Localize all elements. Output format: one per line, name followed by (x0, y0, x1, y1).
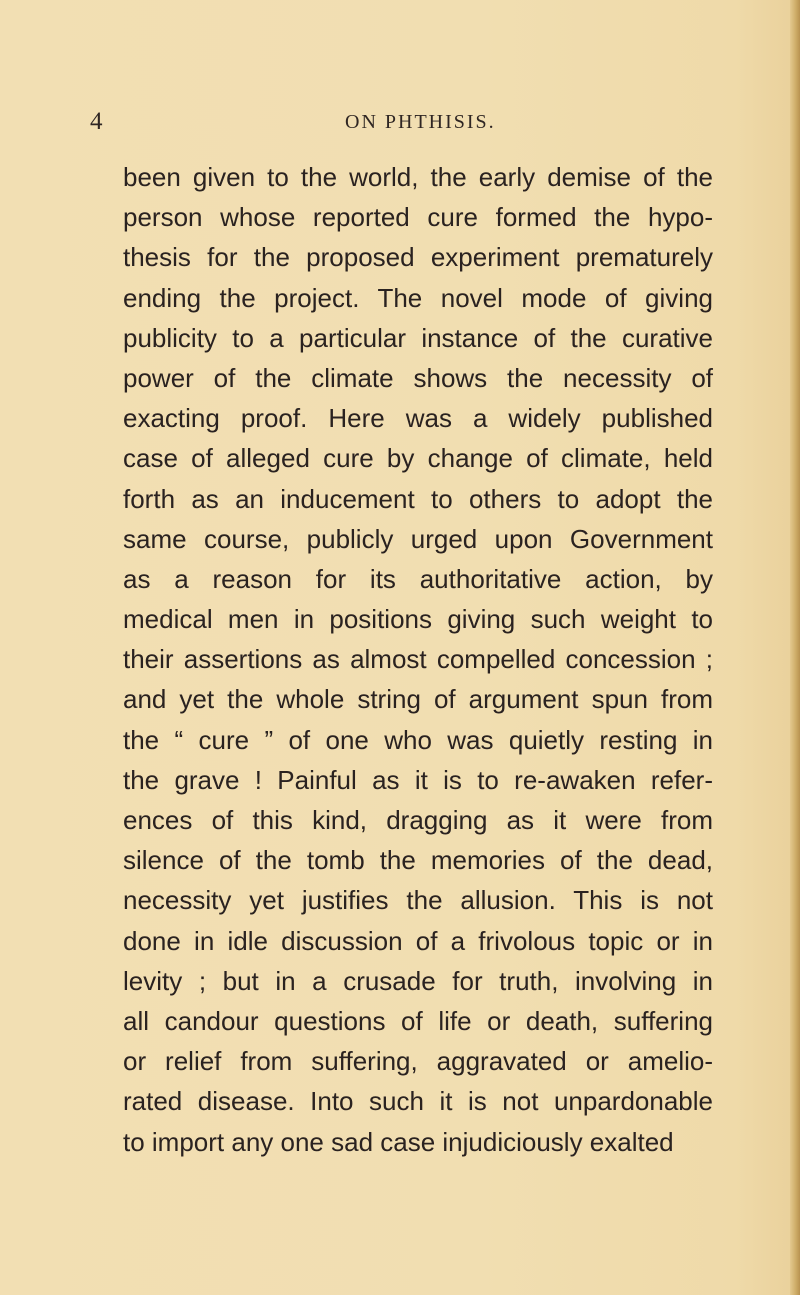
text-line: all candour questions of life or death, suffering (123, 1005, 713, 1036)
page-number: 4 (90, 108, 103, 135)
text-line: publicity to a particular instance of the curative (123, 322, 713, 353)
text-line: medical men in positions giving such weight to (123, 604, 713, 635)
text-line: the “ cure ” of one who was quietly resting in (123, 724, 713, 755)
text-line: ences of this kind, dragging as it were from (123, 805, 713, 835)
text-line: necessity yet justifies the allusion. This is not (123, 885, 713, 916)
body-text (123, 157, 713, 1162)
text-line: forth as an inducement to others to adopt the (123, 483, 713, 514)
text-line: the grave ! Painful as it is to re-awaken refer- (123, 764, 713, 795)
page-header (90, 106, 710, 138)
text-line: thesis for the proposed experiment prematurely (123, 242, 713, 273)
text-line: person whose reported cure formed the hypo- (123, 202, 713, 233)
text-line: done in idle discussion of a frivolous topic or in (123, 925, 713, 956)
text-line: power of the climate shows the necessity of (123, 362, 713, 393)
text-line: and yet the whole string of argument spun from (123, 684, 713, 715)
text-line: or relief from suffering, aggravated or amelio- (123, 1046, 713, 1077)
text-line: ending the project. The novel mode of giving (123, 282, 713, 313)
text-line: silence of the tomb the memories of the dead, (123, 845, 713, 876)
text-line: exacting proof. Here was a widely published (123, 403, 713, 434)
text-line: been given to the world, the early demise of the (123, 162, 713, 192)
text-line: levity ; but in a crusade for truth, involving in (123, 965, 713, 996)
text-line: rated disease. Into such it is not unpardonable (123, 1086, 713, 1117)
text-line: to import any one sad case injudiciously exalted (123, 1126, 674, 1157)
text-line: their assertions as almost compelled concession ; (123, 644, 713, 675)
page-edge-shadow (790, 0, 800, 1295)
text-line: case of alleged cure by change of climate, held (123, 443, 713, 474)
text-line: as a reason for its authoritative action, by (123, 563, 713, 594)
running-head: ON PHTHISIS. (345, 111, 496, 133)
text-line: same course, publicly urged upon Government (123, 523, 713, 554)
